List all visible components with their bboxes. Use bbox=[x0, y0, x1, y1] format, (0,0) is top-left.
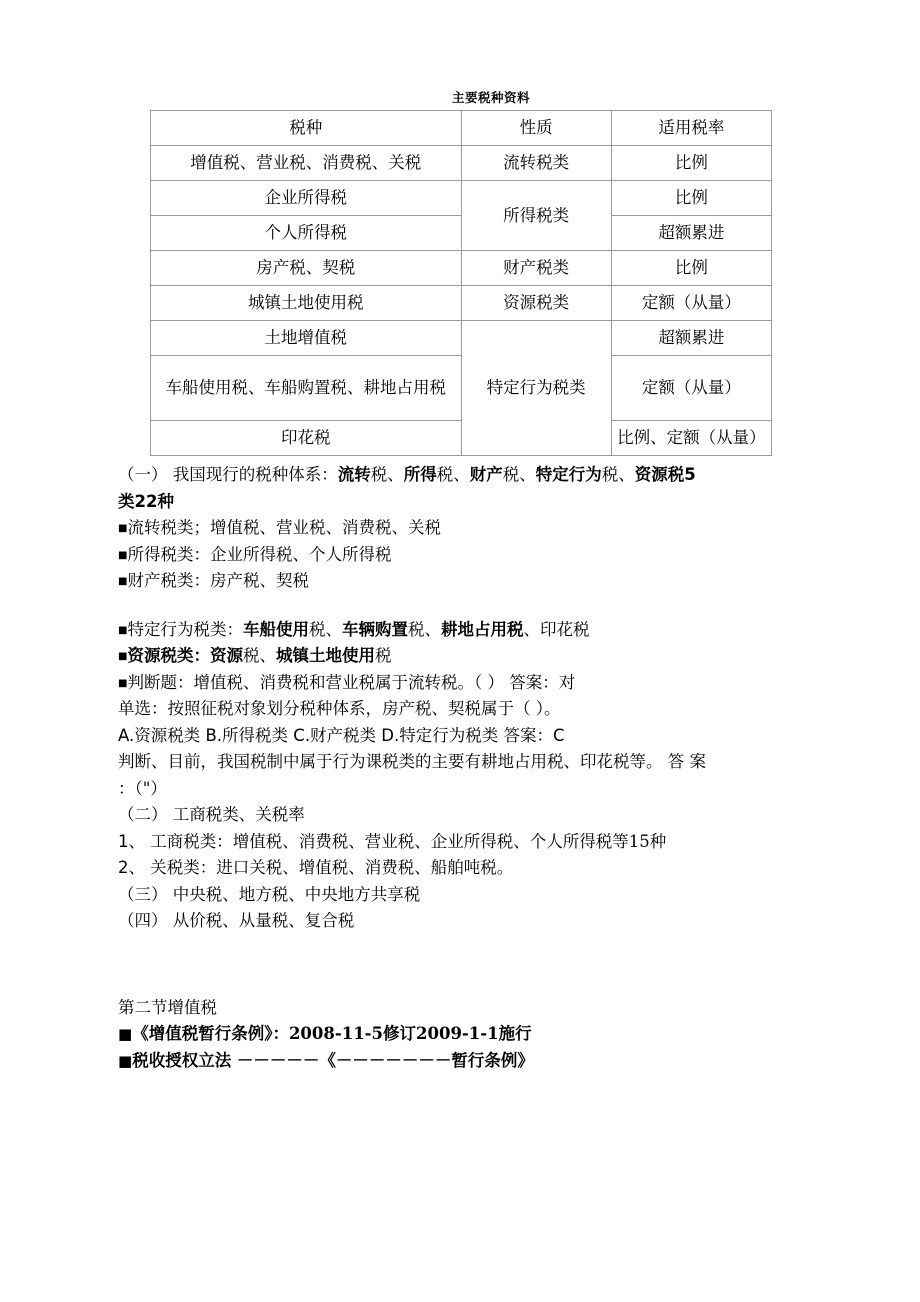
chapter-two-line-1-text: 《增值税暂行条例》：2008-11-5修订2009-1-1施行 bbox=[132, 1024, 532, 1043]
quiz-judge bbox=[118, 749, 878, 776]
square-bullet-icon: ■ bbox=[118, 1025, 133, 1043]
term-bold: 车辆购置 bbox=[341, 619, 408, 639]
bullet-suode bbox=[118, 542, 878, 569]
term-bold: 资源 bbox=[209, 646, 243, 665]
cell-rate: 超额累进 bbox=[611, 216, 771, 251]
item-number: 2、 bbox=[118, 858, 145, 877]
bullet-label: 财产税类： bbox=[127, 571, 210, 590]
cell-nature: 财产税类 bbox=[461, 251, 611, 286]
cell-rate: 比例 bbox=[611, 181, 771, 216]
term-plain: 税、 bbox=[436, 465, 470, 484]
bullet-content: 增值税、营业税、消费税、关税 bbox=[209, 518, 441, 537]
section-one-line2-text: 类22种 bbox=[118, 491, 174, 511]
section-four-title: 从价税、从量税、复合税 bbox=[172, 911, 355, 930]
term-plain: 、 bbox=[523, 619, 540, 639]
table-row bbox=[151, 321, 772, 356]
term-bold: 所得 bbox=[403, 465, 437, 484]
bullet-label: 资源税类： bbox=[127, 646, 210, 665]
cell-nature: 资源税类 bbox=[461, 286, 611, 321]
spacer bbox=[118, 935, 878, 995]
section-two-item-1 bbox=[118, 829, 878, 856]
section-two-marker: （二） bbox=[118, 805, 168, 824]
section-one-marker: （一） bbox=[118, 465, 168, 484]
quiz-options bbox=[118, 723, 878, 750]
item-number: 1、 bbox=[118, 831, 145, 851]
bullet-content: 企业所得税、个人所得税 bbox=[209, 544, 392, 564]
term-bold: 耕地占用税 bbox=[440, 619, 524, 639]
bullet-tedingxingwei bbox=[118, 617, 878, 644]
item-text: 关税类：进口关税、增值税、消费税、船舶吨税。 bbox=[150, 858, 514, 877]
tax-table-block bbox=[150, 88, 772, 456]
table-header-rate: 适用税率 bbox=[611, 111, 771, 146]
square-bullet-icon: ■ bbox=[118, 523, 128, 534]
cell-nature: 流转税类 bbox=[461, 146, 611, 181]
table-header-tax: 税种 bbox=[151, 111, 462, 146]
quiz-judge-answer-text: ：（"） bbox=[118, 778, 167, 798]
section-three-title: 中央税、地方税、中央地方共享税 bbox=[172, 884, 421, 904]
table-header-row bbox=[151, 111, 772, 146]
cell-tax: 印花税 bbox=[151, 421, 462, 456]
section-four-marker: （四） bbox=[118, 911, 168, 930]
cell-tax: 车船使用税、车船购置税、耕地占用税 bbox=[151, 356, 462, 421]
term-plain: 税、 bbox=[407, 619, 441, 639]
term-plain: 印花税 bbox=[539, 619, 590, 639]
chapter-two-line-1 bbox=[118, 1021, 878, 1048]
term-bold: 资源 bbox=[634, 465, 668, 484]
body-text-block bbox=[118, 462, 878, 1074]
quiz-single-choice-text: 单选：按照征税对象划分税种体系，房产税、契税属于（ ）。 bbox=[118, 699, 561, 718]
chapter-two-heading-text: 第二节增值税 bbox=[118, 997, 217, 1017]
section-two-heading bbox=[118, 802, 878, 829]
term-plain: 税、 bbox=[502, 465, 536, 484]
cell-tax: 企业所得税 bbox=[151, 181, 462, 216]
cell-tax: 增值税、营业税、消费税、关税 bbox=[151, 146, 462, 181]
bullet-caichan bbox=[118, 568, 878, 595]
cell-tax: 个人所得税 bbox=[151, 216, 462, 251]
term-plain: 税、 bbox=[308, 619, 342, 639]
section-two-title: 工商税类、关税率 bbox=[172, 805, 305, 824]
quiz-true-false-text: 判断题：增值税、消费税和营业税属于流转税。（ ） 答案：对 bbox=[127, 672, 576, 692]
cell-rate: 定额（从量） bbox=[611, 356, 771, 421]
chapter-two-line-2-text: 税收授权立法 －－－－－《－－－－－－－暂行条例》 bbox=[132, 1050, 534, 1070]
section-one-line2 bbox=[118, 489, 878, 516]
term-bold: 特定行为 bbox=[535, 465, 602, 484]
square-bullet-icon: ■ bbox=[118, 677, 128, 689]
bullet-liuzhuan bbox=[118, 515, 878, 542]
section-one-line1 bbox=[118, 462, 878, 489]
bullet-label: 所得税类： bbox=[127, 544, 210, 564]
term-plain: 税 bbox=[374, 646, 392, 665]
square-bullet-icon: ■ bbox=[118, 624, 128, 636]
bullet-content: 房产税、契税 bbox=[209, 571, 309, 590]
section-four-heading bbox=[118, 908, 878, 935]
chapter-two-heading bbox=[118, 995, 878, 1022]
quiz-judge-text: 判断、目前，我国税制中属于行为课税类的主要有耕地占用税、印花税等。 答 案 bbox=[118, 752, 706, 771]
table-row bbox=[151, 146, 772, 181]
term-bold: 流转 bbox=[337, 465, 371, 484]
cell-rate: 比例、定额（从量） bbox=[611, 421, 771, 456]
section-three-marker: （三） bbox=[118, 884, 168, 904]
item-text: 工商税类：增值税、消费税、营业税、企业所得税、个人所得税等15种 bbox=[150, 831, 667, 851]
cell-tax: 城镇土地使用税 bbox=[151, 286, 462, 321]
section-two-item-2 bbox=[118, 855, 878, 882]
cell-rate: 比例 bbox=[611, 146, 771, 181]
table-row bbox=[151, 181, 772, 216]
term-bold: 车船使用 bbox=[242, 619, 309, 639]
tax-table bbox=[150, 110, 772, 456]
quiz-judge-answer bbox=[118, 776, 878, 803]
term-plain: 税5 bbox=[667, 465, 696, 484]
table-row bbox=[151, 286, 772, 321]
bullet-label: 特定行为税类： bbox=[127, 619, 243, 639]
table-title: 主要税种资料 bbox=[451, 90, 530, 105]
quiz-single-choice bbox=[118, 696, 878, 723]
term-bold: 城镇土地使用 bbox=[275, 646, 375, 665]
table-header-nature: 性质 bbox=[461, 111, 611, 146]
term-plain: 税、 bbox=[601, 465, 635, 484]
square-bullet-icon: ■ bbox=[118, 549, 128, 561]
table-row bbox=[151, 251, 772, 286]
quiz-options-text: A.资源税类 B.所得税类 C.财产税类 D.特定行为税类 答案：C bbox=[118, 725, 565, 745]
cell-nature: 特定行为税类 bbox=[461, 321, 611, 456]
spacer bbox=[118, 595, 878, 617]
bullet-ziyuan bbox=[118, 643, 878, 670]
square-bullet-icon: ■ bbox=[118, 651, 128, 662]
chapter-two-line-2 bbox=[118, 1048, 878, 1075]
square-bullet-icon: ■ bbox=[118, 576, 128, 587]
section-three-heading bbox=[118, 882, 878, 909]
term-plain: 税、 bbox=[370, 465, 404, 484]
cell-tax: 土地增值税 bbox=[151, 321, 462, 356]
bullet-label: 流转税类； bbox=[127, 518, 210, 537]
cell-nature: 所得税类 bbox=[461, 181, 611, 251]
quiz-true-false bbox=[118, 670, 878, 697]
section-one-prefix: 我国现行的税种体系： bbox=[172, 465, 338, 484]
cell-rate: 超额累进 bbox=[611, 321, 771, 356]
term-plain: 税、 bbox=[242, 646, 276, 665]
cell-rate: 定额（从量） bbox=[611, 286, 771, 321]
square-bullet-icon: ■ bbox=[118, 1051, 133, 1070]
cell-tax: 房产税、契税 bbox=[151, 251, 462, 286]
cell-rate: 比例 bbox=[611, 251, 771, 286]
term-bold: 财产 bbox=[469, 465, 503, 484]
